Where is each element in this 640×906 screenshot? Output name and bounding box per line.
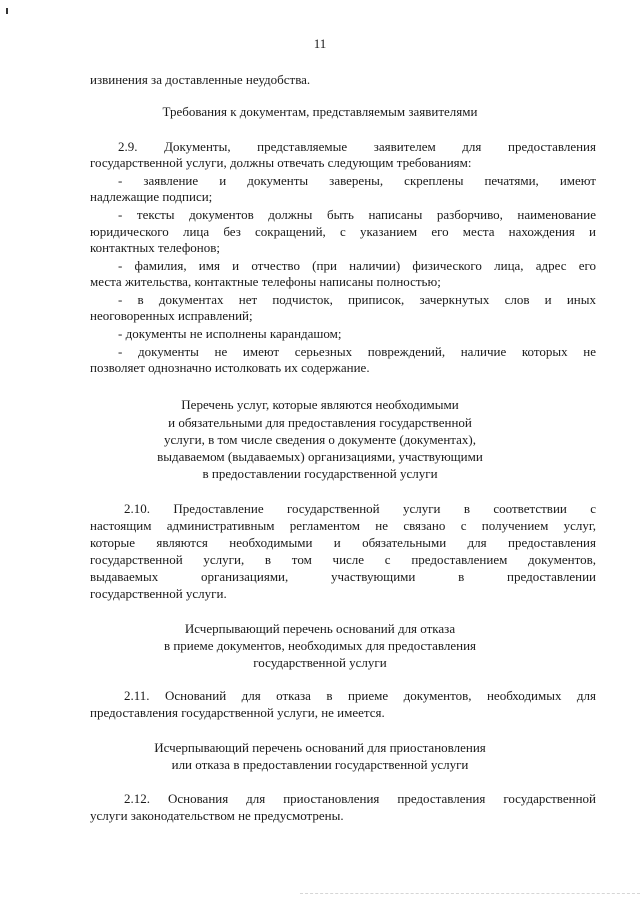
paragraph-line: неоговоренных исправлений; [90, 308, 253, 323]
paragraph-line: услуги законодательством не предусмотрены. [90, 808, 344, 823]
paragraph-line: 2.12. Основания для приостановления предоставления государственной [124, 791, 596, 806]
section-heading: выдаваемом (выдаваемых) организациями, участвующими [157, 449, 483, 464]
opening-line: извинения за доставленные неудобства. [90, 72, 311, 87]
paragraph-line: государственной услуги. [90, 586, 227, 601]
paragraph-line: - документы не имеют серьезных повреждений, наличие которых не [118, 344, 596, 359]
section-heading: в предоставлении государственной услуги [202, 466, 438, 481]
section-heading: государственной услуги [253, 655, 387, 670]
paragraph-line: места жительства, контактные телефоны написаны полностью; [90, 274, 441, 289]
scan-mark [6, 8, 8, 14]
paragraph-line: надлежащие подписи; [90, 189, 213, 204]
paragraph-line: государственной услуги, в том числе с предоставлением документов, [90, 552, 596, 567]
paragraph-line: 2.11. Оснований для отказа в приеме документов, необходимых для [124, 688, 596, 703]
paragraph-line: - документы не исполнены карандашом; [118, 326, 342, 341]
paragraph-line: - заявление и документы заверены, скреплены печатями, имеют [118, 173, 596, 188]
page-number: 11 [313, 36, 327, 51]
scan-edge [300, 893, 640, 906]
paragraph-line: которые являются необходимыми и обязательными для предоставления [90, 535, 596, 550]
paragraph-line: юридического лица без сокращений, с указанием его места нахождения и [90, 224, 596, 239]
paragraph-line: контактных телефонов; [90, 240, 220, 255]
paragraph-line: - в документах нет подчисток, приписок, зачеркнутых слов и иных [118, 292, 596, 307]
section-heading: Перечень услуг, которые являются необходимыми [181, 397, 459, 412]
paragraph-line: - тексты документов должны быть написаны разборчиво, наименование [118, 207, 596, 222]
paragraph-line: предоставления государственной услуги, не имеется. [90, 705, 385, 720]
paragraph-line: позволяет однозначно истолковать их содержание. [90, 360, 370, 375]
paragraph-line: выдаваемых организациями, участвующими в предоставлении [90, 569, 596, 584]
paragraph-line: 2.9. Документы, представляемые заявителем для предоставления [118, 139, 596, 154]
section-heading: услуги, в том числе сведения о документе (документах), [164, 432, 476, 447]
paragraph-line: 2.10. Предоставление государственной услуги в соответствии с [124, 501, 596, 516]
section-heading: или отказа в предоставлении государственной услуги [171, 757, 469, 772]
section-heading: и обязательными для предоставления государственной [168, 415, 472, 430]
paragraph-line: - фамилия, имя и отчество (при наличии) физического лица, адрес его [118, 258, 596, 273]
section-heading: Исчерпывающий перечень оснований для отказа [184, 621, 456, 636]
section-heading: Требования к документам, представляемым заявителями [162, 104, 478, 119]
section-heading: Исчерпывающий перечень оснований для приостановления [154, 740, 486, 755]
paragraph-line: государственной услуги, должны отвечать следующим требованиям: [90, 155, 472, 170]
paragraph-line: настоящим административным регламентом не связано с получением услуг, [90, 518, 596, 533]
section-heading: в приеме документов, необходимых для предоставления [163, 638, 477, 653]
